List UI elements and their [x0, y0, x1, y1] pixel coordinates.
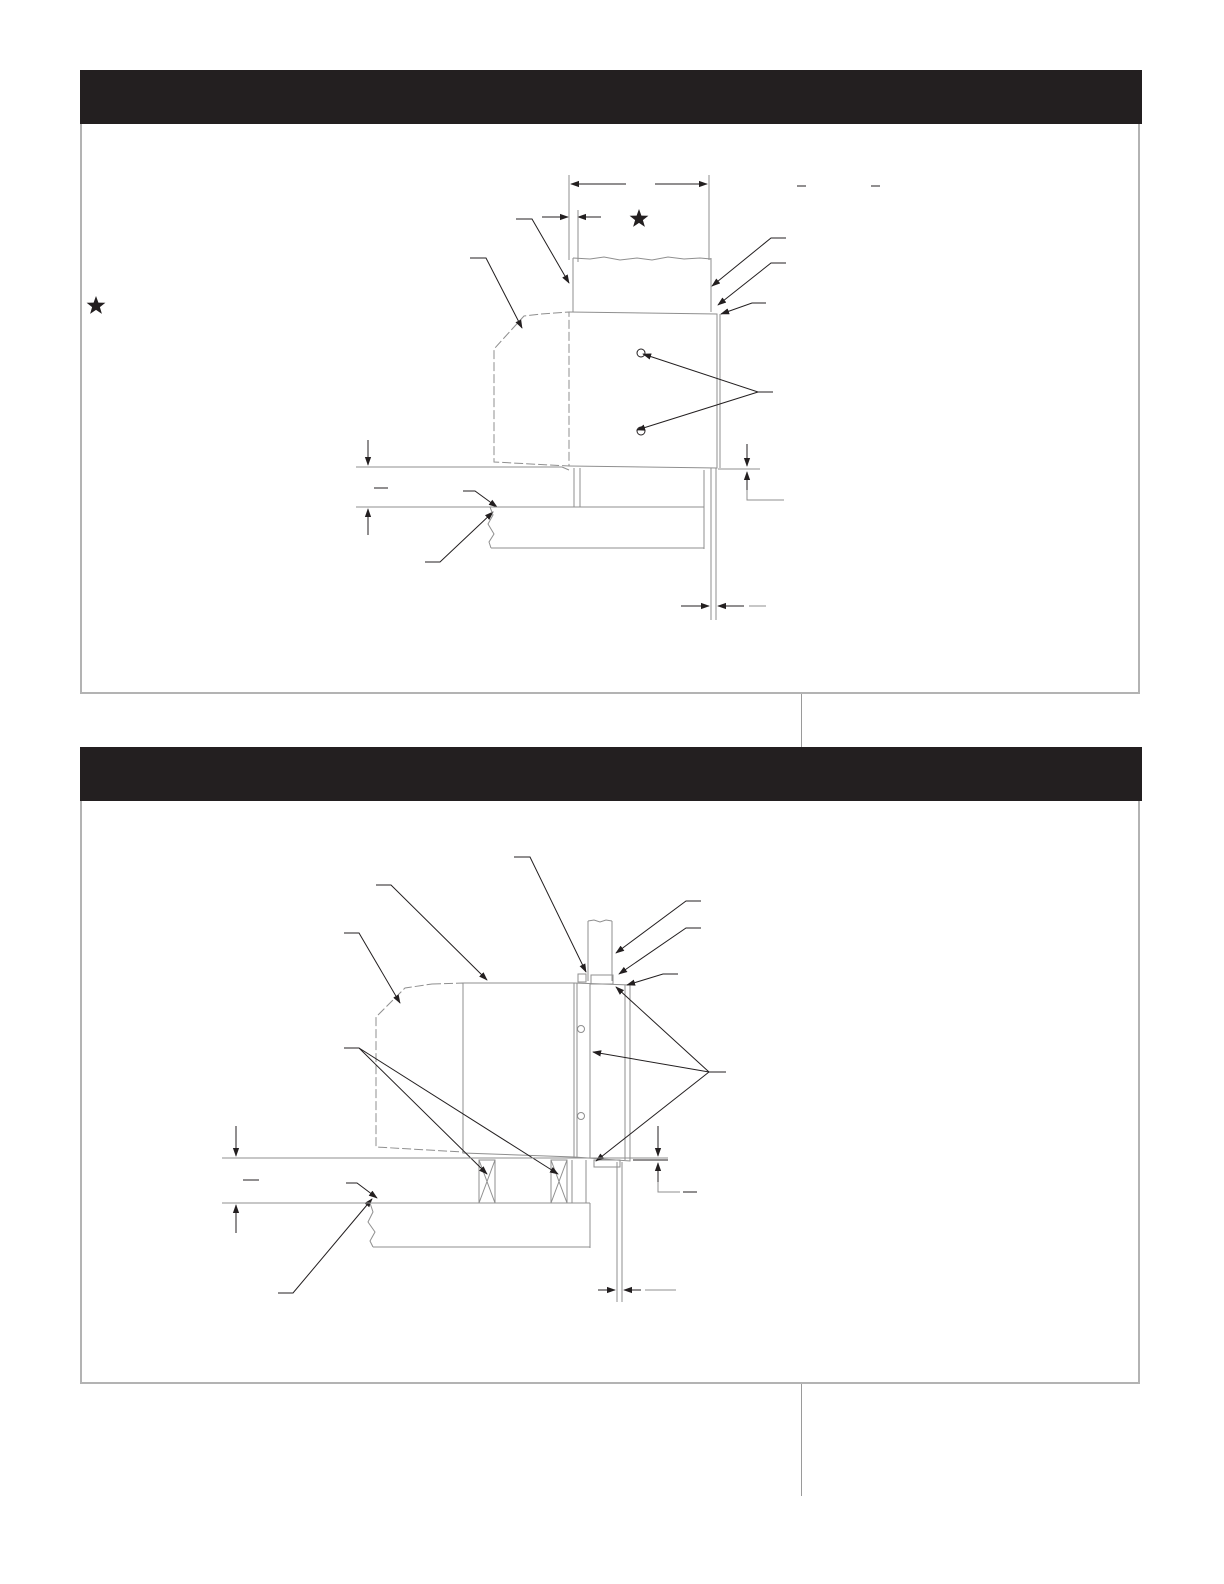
- star-icon: [630, 209, 649, 227]
- clearance-dimension: [542, 210, 601, 262]
- upper-wall-section: [573, 257, 711, 312]
- hearth-height-dimension: [368, 440, 388, 535]
- offset-dimension: [598, 1126, 697, 1302]
- width-dimension: [569, 175, 880, 260]
- bottom-installation-drawing: [222, 857, 726, 1302]
- hearth-floor-section: [222, 1158, 668, 1248]
- callout-leaders: [425, 219, 786, 562]
- upper-wall-section: [588, 920, 612, 981]
- hearth-height-dimension: [236, 1126, 259, 1233]
- spacer-blocks: [479, 1160, 586, 1203]
- fireplace-unit-outline: [376, 974, 630, 1167]
- star-icon: [87, 296, 106, 314]
- hearth-floor-section: [356, 467, 704, 549]
- fireplace-unit-outline: [494, 312, 720, 468]
- offset-dimension: [681, 444, 784, 620]
- top-installation-drawing: [87, 175, 880, 620]
- callout-leaders: [278, 857, 726, 1293]
